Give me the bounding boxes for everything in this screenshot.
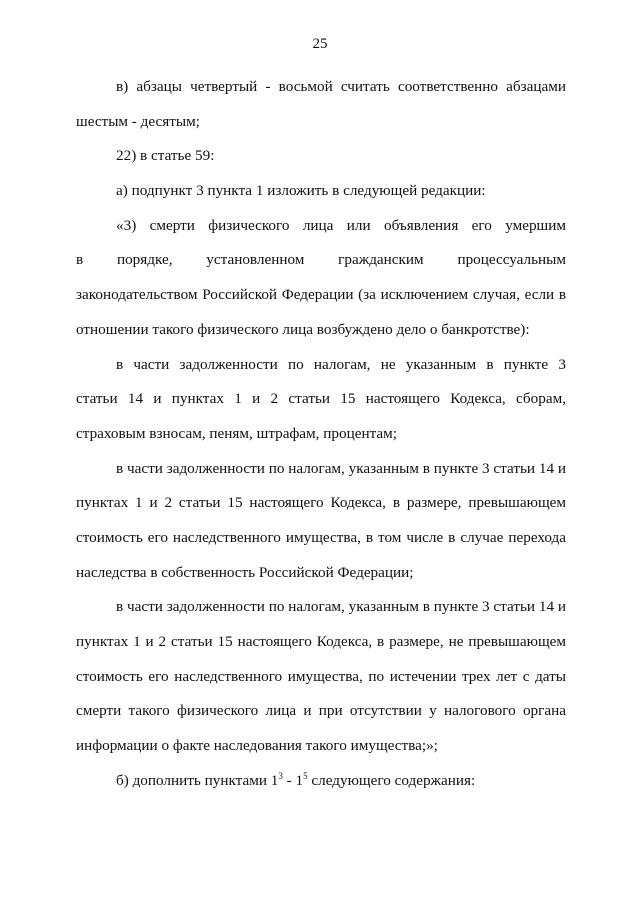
text-line: в части задолженности по налогам, не указанным в пункте 3: [116, 355, 566, 373]
page-number: 25: [312, 36, 328, 52]
text-line: 22) в статье 59:: [116, 147, 215, 165]
superscript: 3: [278, 770, 283, 781]
text-line: стоимость его наследственного имущества, по истечении трех лет с даты: [76, 667, 566, 685]
text-line: смерти такого физического лица и при отсутствии у налогового органа: [76, 702, 566, 720]
last-line-prefix: б) дополнить пунктами 1: [116, 771, 279, 789]
superscript: 5: [303, 770, 308, 781]
text-line: страховым взносам, пеням, штрафам, процентам;: [76, 424, 397, 442]
last-line-middle: - 1: [282, 771, 304, 789]
text-line: в части задолженности по налогам, указанным в пункте 3 статьи 14 и: [116, 598, 566, 616]
text-line: в порядке, установленном гражданским процессуальным: [76, 251, 566, 269]
last-line-suffix: следующего содержания:: [307, 771, 476, 789]
text-line-last: [76, 764, 566, 799]
text-line: а) подпункт 3 пункта 1 изложить в следующей редакции:: [116, 182, 486, 200]
text-line: статьи 14 и пунктах 1 и 2 статьи 15 настоящего Кодекса, сборам,: [76, 390, 566, 408]
text-line: пунктах 1 и 2 статьи 15 настоящего Кодекса, в размере, превышающем: [76, 494, 566, 512]
text-line: законодательством Российской Федерации (за исключением случая, если в: [76, 286, 566, 304]
text-line: шестым - десятым;: [76, 112, 200, 130]
text-line: стоимость его наследственного имущества, в том числе в случае перехода: [76, 528, 566, 546]
text-line: «3) смерти физического лица или объявления его умершим: [116, 216, 566, 234]
text-line: в части задолженности по налогам, указанным в пункте 3 статьи 14 и: [116, 459, 566, 477]
text-line: наследства в собственность Российской Федерации;: [76, 563, 414, 581]
text-line: отношении такого физического лица возбуждено дело о банкротстве):: [76, 320, 530, 338]
text-line: пунктах 1 и 2 статьи 15 настоящего Кодекса, в размере, не превышающем: [76, 633, 566, 650]
text-line: в) абзацы четвертый - восьмой считать соответственно абзацами: [116, 78, 566, 95]
document-body: [76, 70, 566, 798]
text-line: информации о факте наследования такого имущества;»;: [76, 737, 438, 755]
